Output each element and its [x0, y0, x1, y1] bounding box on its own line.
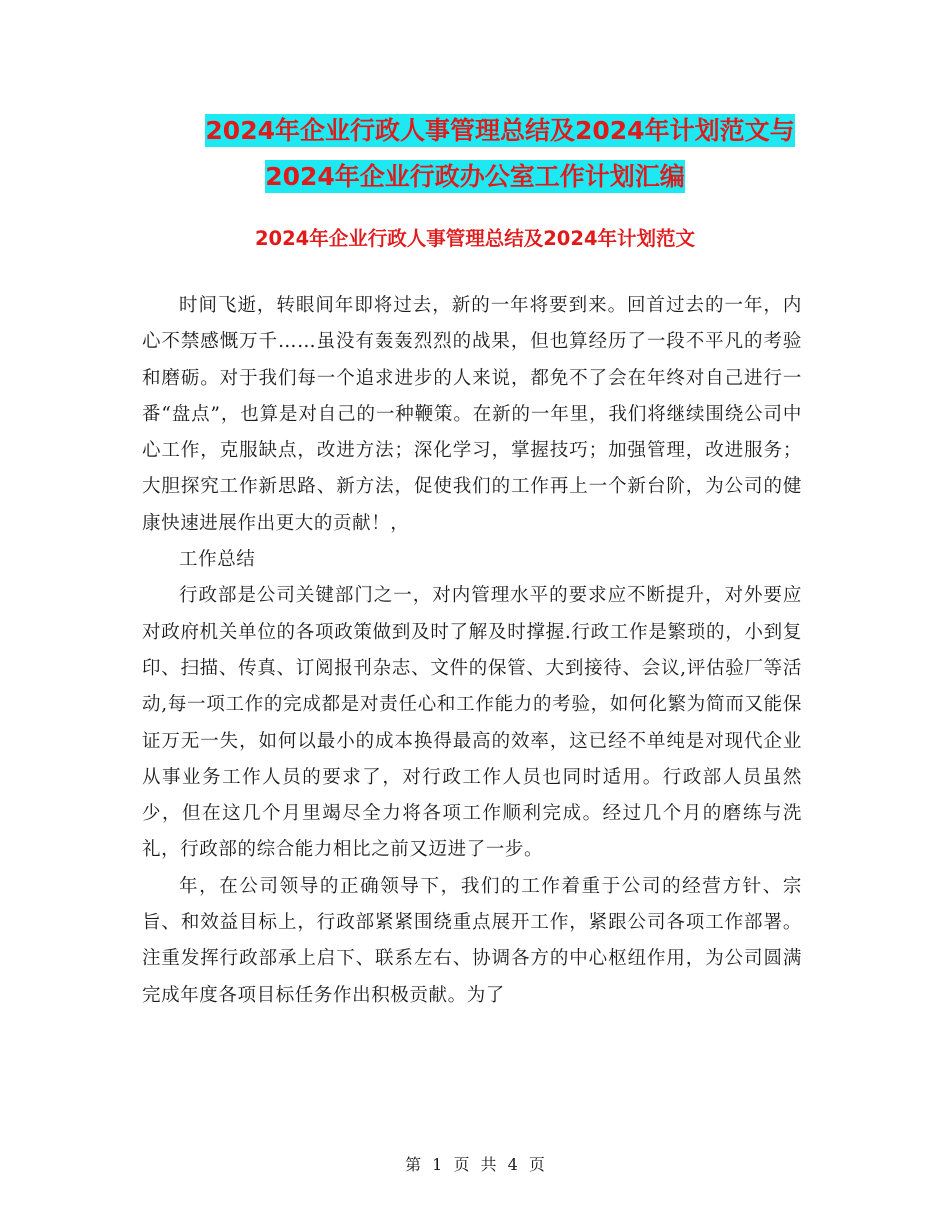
- paragraph-year-work: 年，在公司领导的正确领导下，我们的工作着重于公司的经营方针、宗旨、和效益目标上，行政部紧紧围绕重点展开工作，紧跟公司各项工作部署。注重发挥行政部承上启下、联系左右、协调各方的中心枢纽作用，为公司圆满完成年度各项目标任务作出积极贡献。为了: [142, 875, 802, 1006]
- paragraph-heading-work-summary: 工作总结: [179, 549, 256, 571]
- document-title-line-2: 2024年企业行政办公室工作计划汇编: [265, 162, 685, 191]
- paragraph-admin-department: 行政部是公司关键部门之一，对内管理水平的要求应不断提升，对外要应对政府机关单位的各项政策做到及时了解及时撑握.行政工作是繁琐的，小到复印、扫描、传真、订阅报刊杂志、文件的保管、大到接待、会议,评估验厂等活动,每一项工作的完成都是对责任心和工作能力的考验，如何化繁为简而又能保证万无一失，如何以最小的成本换得最高的效率，这已经不单纯是对现代企业从事业务工作人员的要求了，对行政工作人员也同时适用。行政部人员虽然少，但在这几个月里竭尽全力将各项工作顺利完成。经过几个月的磨练与洗礼，行政部的综合能力相比之前又迈进了一步。: [142, 585, 802, 861]
- document-title-line-1: 2024年企业行政人事管理总结及2024年计划范文与: [205, 116, 795, 145]
- paragraph-intro: 时间飞逝，转眼间年即将过去，新的一年将要到来。回首过去的一年，内心不禁感慨万千……虽没有轰轰烈烈的战果，但也算经历了一段不平凡的考验和磨砺。对于我们每一个追求进步的人来说，都免不了会在年终对自己进行一番“盘点”，也算是对自己的一种鞭策。在新的一年里，我们将继续围绕公司中心工作，克服缺点，改进方法；深化学习，掌握技巧；加强管理，改进服务；大胆探究工作新思路、新方法，促使我们的工作再上一个新台阶，为公司的健康快速进展作出更大的贡献！，: [142, 295, 802, 534]
- document-title: [0, 108, 950, 200]
- page-footer: 第 1 页 共 4 页: [405, 1155, 545, 1174]
- document-body: [142, 288, 802, 1014]
- section-title: 2024年企业行政人事管理总结及2024年计划范文: [254, 227, 696, 250]
